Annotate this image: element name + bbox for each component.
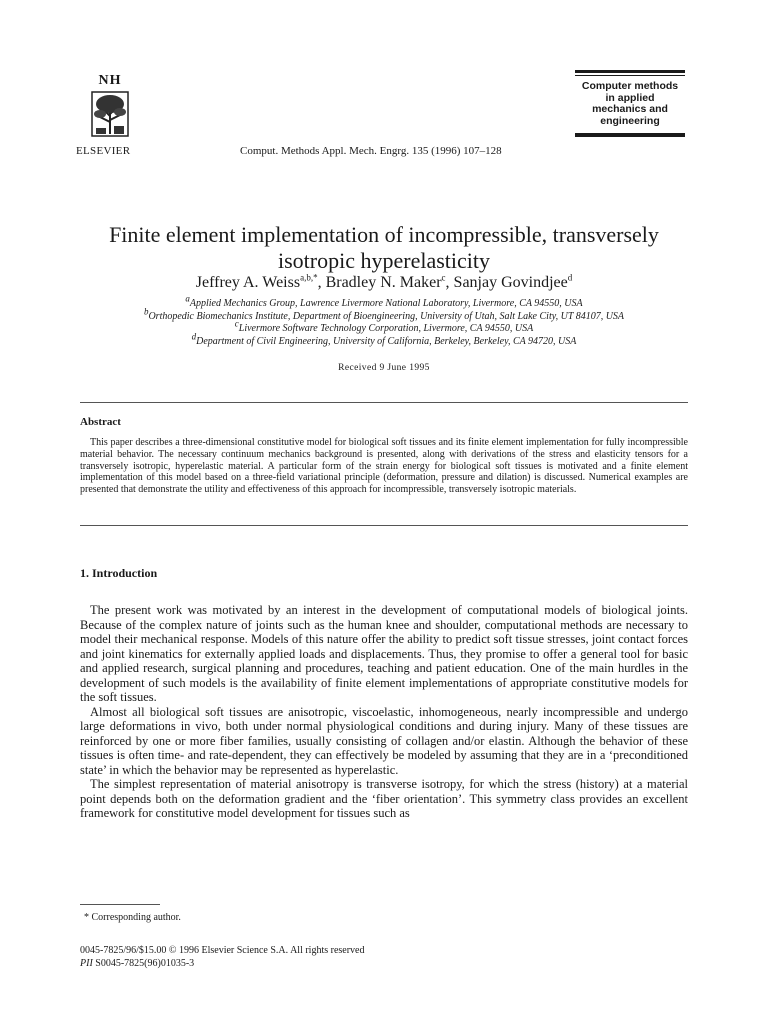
paragraph: The simplest representation of material anisotropy is transverse isotropy, for which the stress (history) at a material point depends both on the deformation gradient and the ‘fiber orientation’. This symmetry class provides an excellent framework for constitutive model development for tissues such as xyxy=(80,777,688,820)
divider xyxy=(575,134,685,137)
journal-title xyxy=(575,81,685,127)
copyright-block xyxy=(80,944,365,970)
divider xyxy=(575,75,685,76)
section-heading: 1. Introduction xyxy=(80,566,158,580)
body-text xyxy=(80,603,688,821)
journal-title-line: in applied xyxy=(605,91,655,104)
journal-title-line: Computer methods xyxy=(581,80,679,92)
elsevier-tree-icon xyxy=(86,90,134,138)
paragraph: The present work was motivated by an interest in the development of computational models of biological joints. Because of the complex nature of joints such as the human knee and shoulder, computational methods are necessary to model their mechanical response. Models of this nature offer the ability to predict soft tissue stresses, joint contact forces and joint kinematics for externally applied loads and displacements. Thus, they promise to offer a general tool for basic and applied research, surgical planning and procedures, teaching and patient education. One of the main hurdles in the development of such models is the availability of finite element implementations of appropriate constitutive models for the soft tissues. xyxy=(80,603,688,704)
affiliation-line xyxy=(60,331,708,349)
affiliation-text: Livermore Software Technology Corporation, Livermore, CA 94550, USA xyxy=(238,323,534,334)
affiliation-text: Orthopedic Biomechanics Institute, Department of Bioengineering, University of Utah, Salt Lake City, UT 84107, USA xyxy=(148,310,625,322)
pii-line xyxy=(80,957,365,970)
copyright-line: 0045-7825/96/$15.00 © 1996 Elsevier Science S.A. All rights reserved xyxy=(80,945,365,956)
author-affiliation-mark: c xyxy=(441,272,446,283)
journal-title-box xyxy=(575,70,685,137)
footnote-rule xyxy=(80,904,160,905)
paper-title xyxy=(60,222,708,274)
author-affiliation-mark: a,b,* xyxy=(300,272,318,283)
affiliation-text: Department of Civil Engineering, University of California, Berkeley, Berkeley, CA 94720, USA xyxy=(196,335,577,347)
journal-title-line: engineering xyxy=(600,114,660,127)
paragraph: Almost all biological soft tissues are anisotropic, viscoelastic, inhomogeneous, nearly incompressible and undergo large deformations in vivo, both under normal physiological conditions and during injury. Many of these tissues are reinforced by one or more fiber families, usually consisting of collagen and/or elastin. Although the behavior of these tissues is often time- and rate-dependent, they can effectively be modeled by assuming that they are in a ‘preconditioned state’ in which the behavior may be represented as hyperelastic. xyxy=(80,704,688,777)
footnote: * Corresponding author. xyxy=(84,912,181,923)
publisher-name: ELSEVIER xyxy=(76,145,131,157)
author-name: Sanjay Govindjee xyxy=(453,274,568,291)
publisher-logo xyxy=(80,74,140,143)
affiliation-mark: c xyxy=(234,318,239,329)
received-date: Received 9 June 1995 xyxy=(338,363,430,373)
pii-value: S0045-7825(96)01035-3 xyxy=(95,958,195,969)
author-list: Jeffrey A. Weiss$^{a,b,*}$, Bradley N. Maker$^c$, Sanjay Govindjee$^d$ xyxy=(195,272,573,291)
journal-title-line: mechanics and xyxy=(592,103,668,115)
abstract-top-rule xyxy=(80,402,688,403)
affiliations xyxy=(60,293,708,348)
author-affiliation-mark: d xyxy=(567,272,573,283)
abstract-heading: Abstract xyxy=(80,416,121,428)
author-name: Bradley N. Maker xyxy=(325,274,442,291)
abstract-text: This paper describes a three-dimensional constitutive model for biological soft tissues and its finite element implementation for fully incompressible material behavior. The necessary continuum mechanics background is presented, along with derivations of the stress and elasticity tensors for a transversely isotropic, hyperelastic material. A particular form of the strain energy for biological soft tissues is motivated and a finite element implementation of this model based on a three-field variational principle (deformation, pressure and dilation) is discussed. Numerical examples are presented that demonstrate the utility and effectiveness of this approach for incompressible, transversely isotropic materials. xyxy=(80,437,688,496)
abstract-bottom-rule xyxy=(80,525,688,526)
journal-citation: Comput. Methods Appl. Mech. Engrg. 135 (1996) 107–128 xyxy=(240,145,502,157)
paper-title-line: isotropic hyperelasticity xyxy=(278,248,490,273)
affiliation-text: Applied Mechanics Group, Lawrence Livermore National Laboratory, Livermore, CA 94550, USA xyxy=(189,298,583,309)
logo-text: NH xyxy=(98,73,122,88)
affiliation-mark: d xyxy=(191,331,197,342)
author-name: Jeffrey A. Weiss xyxy=(195,274,301,291)
affiliation-line xyxy=(60,293,708,311)
affiliation-mark: b xyxy=(143,306,149,317)
divider xyxy=(575,70,685,73)
affiliation-line xyxy=(60,318,708,336)
affiliation-mark: a xyxy=(185,293,190,304)
affiliation-line xyxy=(60,306,708,324)
paper-title-line: Finite element implementation of incompressible, transversely xyxy=(109,222,659,247)
pii-label: PII xyxy=(80,958,93,969)
